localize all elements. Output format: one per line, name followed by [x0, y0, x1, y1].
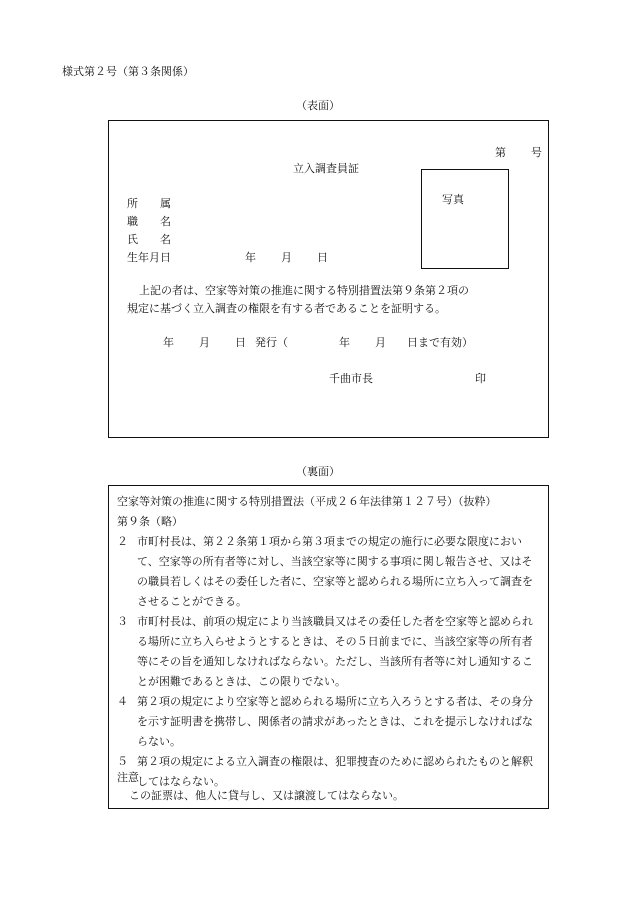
field-affiliation: 所 属 — [127, 197, 171, 210]
article-item-4 — [117, 692, 541, 752]
field-position: 職 名 — [127, 215, 171, 228]
valid-month: 月 — [375, 336, 386, 349]
issue-year: 年 — [163, 336, 174, 349]
notice-text: この証票は、他人に貸与し、又は譲渡してはならない。 — [129, 789, 404, 802]
item-number: ４ — [117, 695, 128, 708]
item-number: ３ — [117, 615, 128, 628]
article-item-3 — [117, 612, 541, 692]
front-card — [108, 120, 549, 438]
item-number: ２ — [117, 535, 128, 548]
issue-day: 日 — [235, 336, 246, 349]
birth-month: 月 — [281, 251, 292, 264]
valid-until: 日まで有効） — [407, 336, 473, 349]
item-text: 市町村長は、第２２条第１項から第３項までの規定の施行に必要な限度において、空家等の所有者等に対し、当該空家等に関する事項に関し報告させ、又はその職員若しくはその委任した者に、空家等と認められる場所に立ち入って調査をさせることができる。 — [137, 535, 533, 608]
valid-year: 年 — [339, 336, 350, 349]
issue-month: 月 — [199, 336, 210, 349]
front-side-label: （表面） — [296, 99, 340, 112]
certificate-number-dai: 第 — [495, 146, 506, 159]
form-label: 様式第２号（第３条関係） — [62, 65, 194, 78]
item-text: 第２項の規定により空家等と認められる場所に立ち入ろうとする者は、その身分を示す証明書を携帯し、関係者の請求があったときは、これを提示しなければならない。 — [137, 695, 533, 748]
notice-label: 注意 — [117, 771, 139, 784]
birth-day: 日 — [317, 251, 328, 264]
mayor-title: 千曲市長 — [329, 372, 373, 385]
back-card — [108, 485, 549, 809]
law-excerpt — [117, 492, 541, 792]
certification-line-1: 上記の者は、空家等対策の推進に関する特別措置法第９条第２項の — [139, 284, 469, 297]
photo-label: 写真 — [442, 193, 464, 206]
birth-year: 年 — [245, 251, 256, 264]
photo-box — [421, 169, 509, 269]
article-label: 第９条（略） — [117, 515, 183, 528]
item-text: 第２項の規定による立入調査の権限は、犯罪捜査のために認められたものと解釈してはならない。 — [137, 755, 533, 788]
article-item-2 — [117, 532, 541, 612]
certificate-number-go: 号 — [531, 146, 542, 159]
field-birthdate: 生年月日 — [127, 251, 171, 264]
article-item-5 — [117, 752, 541, 792]
item-text: 市町村長は、前項の規定により当該職員又はその委任した者を空家等と認められる場所に立ち入らせようとするときは、その５日前までに、当該空家等の所有者等にその旨を通知しなければならない。ただし、当該所有者等に対し通知することが困難であるときは、この限りでない。 — [137, 615, 533, 688]
issue-text: 発行（ — [255, 336, 288, 349]
item-number: ５ — [117, 755, 128, 768]
field-name: 氏 名 — [127, 233, 171, 246]
back-side-label: （裏面） — [296, 465, 340, 478]
card-title: 立入調査員証 — [293, 162, 359, 175]
certification-line-2: 規定に基づく立入調査の権限を有する者であることを証明する。 — [127, 302, 446, 315]
seal-mark: 印 — [475, 372, 486, 385]
law-title: 空家等対策の推進に関する特別措置法（平成２６年法律第１２７号）（抜粋） — [117, 495, 497, 508]
